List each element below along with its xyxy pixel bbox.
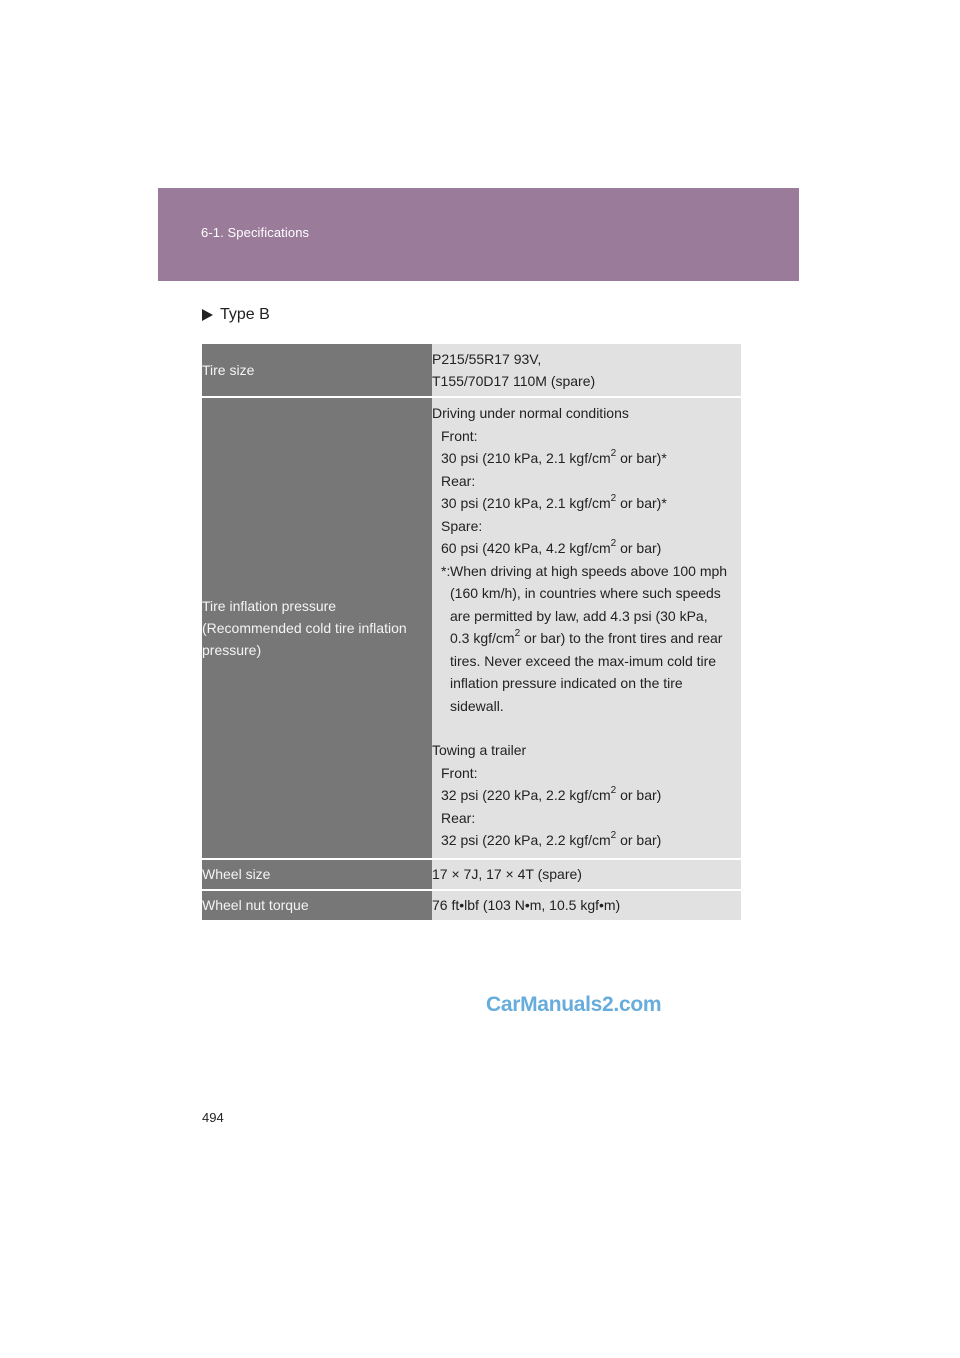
wheel-nut-torque-value: 76 ft•lbf (103 N•m, 10.5 kgf•m) [432,890,741,921]
tire-inflation-label-line-1: Tire inflation pressure [202,597,337,614]
spare-pressure: 60 psi (420 kPa, 4.2 kgf/$cm^2$ or bar) [441,538,662,556]
tire-size-value [432,344,741,397]
triangle-bullet-icon [202,309,213,321]
high-speed-note [432,560,741,718]
tow-front-label: Front: [441,764,478,781]
tire-inflation-label-line-2: (Recommended cold tire inflation [202,619,407,636]
table-row-wheel-nut-torque [202,890,741,921]
spare-label: Spare: [441,517,483,534]
tow-front-pressure: 32 psi (220 kPa, 2.2 kgf/$cm^2$ or bar) [441,785,662,803]
tow-rear-pressure: 32 psi (220 kPa, 2.2 kgf/$cm^2$ or bar) [441,830,662,848]
section-header-band [158,188,799,281]
wheel-size-label: Wheel size [202,859,432,890]
tire-size-line-2: T155/70D17 110M (spare) [432,373,596,389]
page-number: 494 [202,1110,224,1125]
wheel-nut-torque-label: Wheel nut torque [202,890,432,921]
note-text: When driving at high speeds above 100 mph (160 km/h), in countries where such speeds are permitted by law, add 4.3 psi (30 kPa, 0.3 kgf/$cm^2$ or bar) to the front tires and rear tires. Never exceed the max-imum cold tire inflation pressure indicated on the tire sidewall. [450,562,728,714]
note-mark: *: [441,562,451,579]
wheel-size-value: 17 × 7J, 17 × 4T (spare) [432,859,741,890]
section-title: 6-1. Specifications [201,225,310,240]
towing-heading: Towing a trailer [432,742,527,758]
tire-size-line-1: P215/55R17 93V, [432,350,542,367]
type-heading [202,306,270,324]
specifications-table [202,344,741,922]
front-pressure: 30 psi (210 kPa, 2.1 kgf/$cm^2$ or bar)* [441,448,667,466]
normal-conditions-heading: Driving under normal conditions [432,405,629,421]
watermark: CarManuals2.com [486,993,662,1016]
table-row-tire-size [202,344,741,397]
tow-rear-label: Rear: [441,809,476,826]
table-row-tire-inflation [202,397,741,859]
rear-label: Rear: [441,472,476,489]
type-heading-text: Type B [220,306,270,323]
front-label: Front: [441,427,478,444]
table-row-wheel-size [202,859,741,890]
tire-inflation-label-line-3: pressure) [202,641,262,658]
rear-pressure: 30 psi (210 kPa, 2.1 kgf/$cm^2$ or bar)* [441,493,667,511]
tire-inflation-label [202,397,432,859]
tire-inflation-value [432,397,741,859]
tire-size-label: Tire size [202,344,432,397]
